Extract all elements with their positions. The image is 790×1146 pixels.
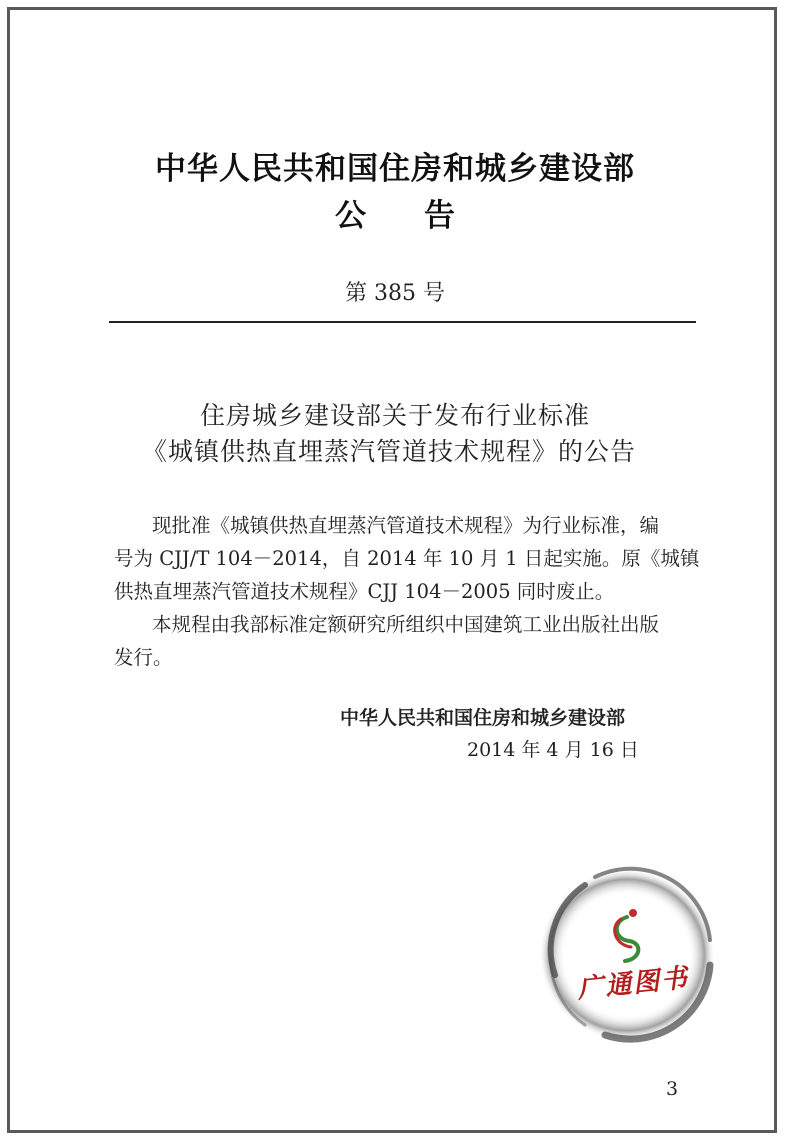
notice-heading: 公告 bbox=[335, 198, 513, 234]
body-line-3: 供热直埋蒸汽管道技术规程》CJJ 104－2005 同时废止。 bbox=[114, 580, 615, 603]
body-line-1: 现批准《城镇供热直埋蒸汽管道技术规程》为行业标准，编 bbox=[152, 514, 660, 537]
header-rule bbox=[109, 321, 696, 323]
signature-authority: 中华人民共和国住房和城乡建设部 bbox=[340, 707, 626, 729]
body-line-5: 发行。 bbox=[114, 646, 173, 669]
body-line-2: 号为 CJJ/T 104－2014，自 2014 年 10 月 1 日起实施。原《城镇 bbox=[114, 547, 700, 570]
stamp-ring-icon bbox=[525, 855, 735, 1055]
body-line-4: 本规程由我部标准定额研究所组织中国建筑工业出版社出版 bbox=[152, 613, 660, 636]
stamp-text: 广通图书 bbox=[575, 963, 691, 1005]
document-title-line-1: 住房城乡建设部关于发布行业标准 bbox=[199, 401, 590, 430]
notice-number: 第 385 号 bbox=[345, 281, 445, 306]
issuing-authority-heading: 中华人民共和国住房和城乡建设部 bbox=[155, 151, 635, 187]
watermark-stamp bbox=[525, 855, 735, 1055]
document-title-line-2: 《城镇供热直埋蒸汽管道技术规程》的公告 bbox=[141, 437, 636, 466]
signature-date: 2014 年 4 月 16 日 bbox=[467, 739, 639, 761]
page-number: 3 bbox=[666, 1078, 679, 1100]
